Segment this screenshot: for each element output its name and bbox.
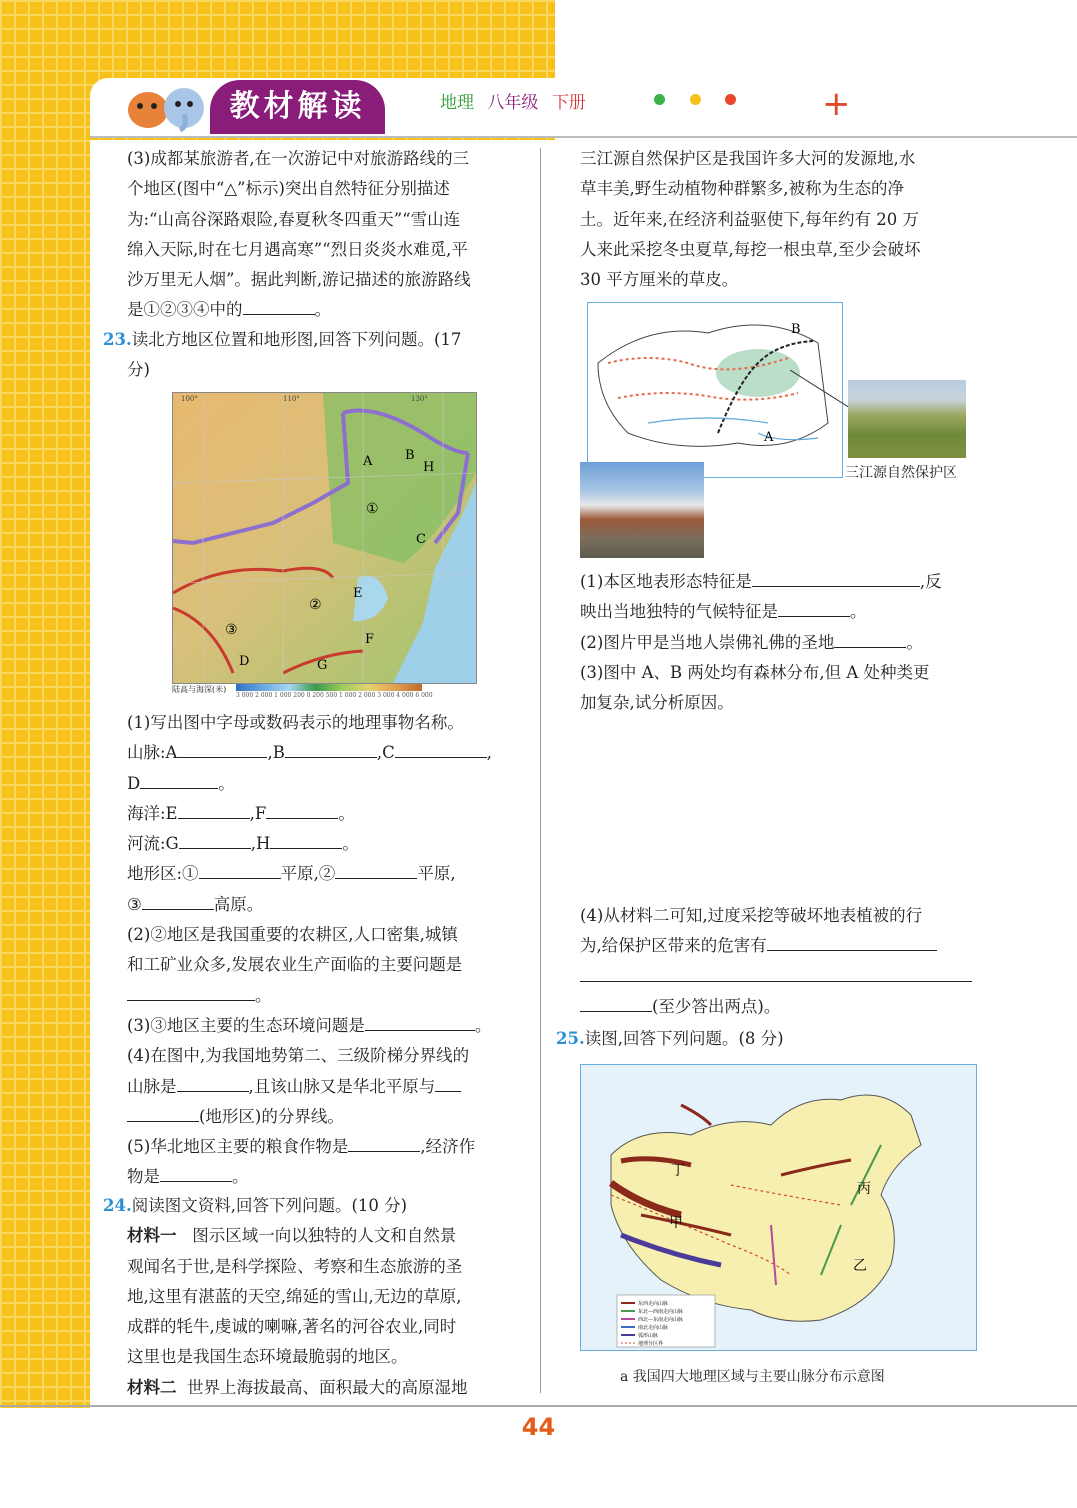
map3-legend: 东西走向山脉 — [638, 1301, 669, 1307]
answer-blank[interactable] — [177, 1073, 249, 1092]
q24-section — [103, 1191, 528, 1403]
q24-2-text: (2)图片甲是当地人崇佛礼佛的圣地 — [580, 632, 835, 652]
answer-blank[interactable] — [435, 1073, 461, 1092]
map-label-2: ② — [309, 597, 322, 613]
map-label-H: H — [423, 460, 435, 475]
sanjiangyuan-photo — [848, 380, 966, 458]
q23-3 — [127, 1011, 527, 1041]
q22-end: 。 — [314, 300, 331, 320]
answer-blank[interactable] — [348, 1133, 420, 1152]
terrain-2-label: 平原,② — [280, 864, 336, 884]
q23-5-text: (5)华北地区主要的粮食作物是 — [127, 1137, 349, 1157]
green-dot-icon — [654, 94, 665, 105]
red-dot-icon — [725, 94, 736, 105]
period: 。 — [474, 1015, 492, 1035]
map3-legend: 东北—西南走向山脉 — [638, 1309, 684, 1315]
blank-c[interactable] — [395, 739, 487, 758]
q24-questions — [580, 567, 980, 718]
answer-blank[interactable] — [767, 932, 937, 951]
blank-h[interactable] — [270, 830, 342, 849]
q23-5-text: ,经济作 — [420, 1137, 476, 1157]
photo-caption: 三江源自然保护区 — [845, 465, 957, 481]
blank-2[interactable] — [335, 860, 417, 879]
q22-line: (3)成都某旅游者,在一次游记中对旅游路线的三 — [127, 149, 470, 168]
north-region-map-svg — [173, 393, 476, 683]
q22-text: 是①②③④中的 — [127, 300, 243, 320]
answer-blank[interactable] — [243, 296, 315, 315]
q24-1-line2 — [580, 597, 980, 627]
material-2-cont: 人来此采挖冬虫夏草,每挖一根虫草,至少会破坏 — [580, 239, 921, 259]
material-2-cont: 土。近年来,在经济利益驱使下,每年约有 20 万 — [580, 209, 919, 229]
map-label-C: C — [416, 532, 426, 547]
q23-4-text: ,且该山脉又是华北平原与 — [248, 1076, 436, 1096]
q23-4-line3 — [127, 1102, 527, 1132]
left-margin-grid — [0, 140, 90, 1408]
period: 。 — [906, 632, 923, 652]
q22-line: 个地区(图中“△”标示)突出自然特征分别描述 — [127, 179, 450, 199]
banner-title: 教材解读 — [210, 80, 385, 134]
material-1-text: 观闻名于世,是科学探险、考察和生态旅游的圣 — [127, 1256, 463, 1276]
map3-label-jia: 甲 — [669, 1215, 683, 1231]
map3-label-bing: 丙 — [857, 1181, 871, 1197]
river-h-label: ,H — [250, 834, 271, 854]
material-1-text: 图示区域一向以独特的人文和自然景 — [192, 1226, 457, 1246]
map-label-B: B — [405, 448, 415, 463]
material-2-cont: 30 平方厘米的草皮。 — [580, 270, 739, 290]
map3-caption: a 我国四大地理区域与主要山脉分布示意图 — [620, 1369, 885, 1385]
plateau: 高原。 — [213, 894, 264, 914]
map3-legend: 弧形山脉 — [638, 1333, 659, 1339]
period: 。 — [850, 602, 867, 622]
q24-4-text: (至少答出两点)。 — [652, 996, 781, 1016]
q22-line: 绵入天际,时在七月遇高寒”“烈日炎炎水难觅,平 — [127, 239, 468, 259]
blank-e[interactable] — [178, 800, 250, 819]
q24-4-line4 — [580, 992, 980, 1022]
terrain-3-label: ③ — [127, 894, 142, 914]
q23-4-text: 山脉是 — [127, 1076, 177, 1096]
q23-4-text: (地形区)的分界线。 — [199, 1106, 344, 1126]
rivers-line — [127, 829, 527, 859]
q23-4: (4)在图中,为我国地势第二、三级阶梯分界线的 — [127, 1046, 470, 1066]
q24-4-line2 — [580, 931, 980, 961]
q24-4-text: 为,给保护区带来的危害有 — [580, 936, 767, 956]
map-label-3: ③ — [225, 622, 238, 638]
q24-number: 24. — [103, 1196, 132, 1215]
map3-legend: 南北走向山脉 — [638, 1325, 669, 1331]
map-label-G: G — [317, 658, 328, 673]
blank-3[interactable] — [142, 891, 214, 910]
q24-1-text: (1)本区地表形态特征是 — [580, 572, 752, 591]
blank-f[interactable] — [266, 800, 338, 819]
left-column-top — [127, 144, 527, 326]
sea-f-label: ,F — [249, 803, 267, 823]
q23-heading — [103, 325, 528, 386]
material-1-label: 材料一 — [127, 1226, 177, 1246]
answer-blank[interactable] — [834, 629, 906, 648]
q23-4-line2 — [127, 1072, 527, 1102]
q23-number: 23. — [103, 330, 132, 349]
answer-blank[interactable] — [160, 1163, 232, 1182]
map1-legend-title: 陆高与海深(米) — [172, 685, 227, 694]
plus-icon: + — [822, 84, 851, 124]
blank-d[interactable] — [140, 770, 218, 789]
potala-palace-photo — [580, 462, 704, 558]
north-region-map — [172, 392, 477, 684]
mountain-c-label: ,C — [376, 743, 395, 763]
material-1-text: 成群的牦牛,虔诚的喇嘛,著名的河谷农业,同时 — [127, 1317, 457, 1337]
q23-5 — [127, 1132, 527, 1162]
map1-legend-ticks: 3 000 2 000 1 000 200 0 200 500 1 000 2 000 3 000 4 000 6 000 — [236, 692, 433, 699]
answer-blank[interactable] — [580, 963, 972, 982]
map3-label-ding: 丁 — [671, 1163, 685, 1179]
yellow-dot-icon — [690, 94, 701, 105]
blank-a[interactable] — [177, 739, 267, 758]
page-number: 44 — [521, 1413, 556, 1441]
q25-number: 25. — [556, 1029, 585, 1048]
q22-line: 沙万里无人烟”。据此判断,游记描述的旅游路线 — [127, 270, 471, 290]
blank-1[interactable] — [199, 860, 281, 879]
answer-blank[interactable] — [580, 993, 652, 1012]
mascot-icon — [118, 80, 210, 132]
map2-label-B: B — [791, 322, 801, 337]
lon-label: 100° — [181, 395, 198, 403]
answer-blank[interactable] — [127, 982, 255, 1001]
terrain-plain: 平原, — [417, 864, 456, 884]
china-regions-map — [580, 1064, 977, 1351]
terrain-3-line — [127, 890, 527, 920]
right-column-top — [580, 144, 980, 295]
map3-legend: 西北—东南走向山脉 — [638, 1317, 684, 1323]
map-label-A: A — [363, 454, 373, 469]
map-label-E: E — [353, 586, 363, 601]
answer-blank[interactable] — [752, 568, 920, 587]
q24-3: (3)图中 A、B 两处均有森林分布,但 A 处种类更 — [580, 662, 930, 682]
q24-1-text: 映出当地独特的气候特征是 — [580, 602, 778, 622]
material-2-cont: 草丰美,野生动植物种群繁多,被称为生态的净 — [580, 179, 904, 199]
volume-label: 下册 — [551, 93, 586, 113]
period: 。 — [255, 985, 272, 1005]
material-1-text: 地,这里有湛蓝的天空,绵延的雪山,无边的草原, — [127, 1286, 462, 1306]
subject-label: 地理 — [440, 93, 474, 113]
answer-blank[interactable] — [365, 1012, 475, 1031]
q23-2-answer — [127, 981, 527, 1011]
map-label-1: ① — [366, 501, 379, 517]
q24-title: 阅读图文资料,回答下列问题。(10 分) — [131, 1196, 408, 1215]
map1-legend-bar — [236, 684, 422, 691]
q23-2: (2)②地区是我国重要的农耕区,人口密集,城镇 — [127, 925, 458, 945]
q22-line: 为:“山高谷深路艰险,春夏秋冬四重天”“雪山连 — [127, 209, 461, 229]
mountains-line — [127, 738, 527, 768]
material-2-label: 材料二 — [127, 1377, 177, 1397]
terrain-1-label: 地形区:① — [127, 864, 199, 884]
q23-1: (1)写出图中字母或数码表示的地理事物名称。 — [127, 713, 464, 732]
material-1-line — [103, 1221, 528, 1251]
lon-label: 110° — [283, 395, 300, 403]
grade-label: 八年级 — [487, 93, 539, 113]
comma: , — [486, 743, 492, 763]
map3-legend: 地理分区界 — [638, 1341, 664, 1347]
footer-line — [0, 1405, 1077, 1407]
map-label-D: D — [239, 654, 250, 669]
seas-line — [127, 799, 527, 829]
period: 。 — [338, 803, 355, 823]
answer-blank[interactable] — [778, 598, 850, 617]
q24-3: 加复杂,试分析原因。 — [580, 693, 734, 713]
q24-4-line3 — [580, 962, 980, 992]
subject-line — [440, 88, 586, 113]
china-regions-map-svg — [581, 1065, 976, 1350]
header-separator — [90, 136, 1077, 138]
pointer-line — [790, 370, 850, 410]
terrain-line — [127, 859, 527, 889]
blank-g[interactable] — [179, 830, 251, 849]
q23-title: 读北方地区位置和地形图,回答下列问题。(17 — [131, 330, 462, 349]
q23-5-text: 物是 — [127, 1167, 160, 1187]
sea-e-label: 海洋:E — [127, 803, 178, 823]
period: 。 — [232, 1167, 249, 1187]
q25-heading — [556, 1024, 976, 1054]
blank-b[interactable] — [285, 739, 377, 758]
answer-blank[interactable] — [127, 1103, 199, 1122]
q22-answer-line — [127, 295, 527, 325]
q25-title: 读图,回答下列问题。(8 分) — [584, 1029, 784, 1048]
q24-1-text: ,反 — [919, 572, 942, 591]
period: 。 — [342, 834, 359, 854]
period: 。 — [218, 773, 235, 793]
material-2-cont: 三江源自然保护区是我国许多大河的发源地,水 — [580, 149, 916, 168]
material-1-text: 这里也是我国生态环境最脆弱的地区。 — [127, 1347, 408, 1367]
q24-4-section — [580, 901, 980, 1022]
material-2-text: 世界上海拔最高、面积最大的高原湿地 — [187, 1377, 468, 1397]
q24-4: (4)从材料二可知,过度采挖等破坏地表植被的行 — [580, 906, 923, 925]
mountain-a-label: 山脉:A — [127, 743, 178, 763]
q23-2: 和工矿业众多,发展农业生产面临的主要问题是 — [127, 955, 463, 975]
map2-label-A: A — [764, 430, 774, 445]
q24-1 — [580, 567, 980, 597]
q23-5-line2 — [127, 1162, 527, 1192]
q23-3-text: (3)③地区主要的生态环境问题是 — [127, 1015, 365, 1035]
column-divider — [540, 148, 541, 1393]
mountain-d-line — [127, 769, 527, 799]
material-2-line — [103, 1373, 528, 1403]
map3-label-yi: 乙 — [853, 1258, 867, 1274]
q23-title-cont: 分) — [127, 360, 150, 380]
map-label-F: F — [365, 632, 375, 647]
q24-2 — [580, 628, 980, 658]
q23-body — [127, 708, 527, 1193]
mountain-d-label: D — [127, 773, 141, 793]
mountain-b-label: ,B — [267, 743, 285, 763]
lon-label: 130° — [411, 395, 428, 403]
river-g-label: 河流:G — [127, 834, 179, 854]
